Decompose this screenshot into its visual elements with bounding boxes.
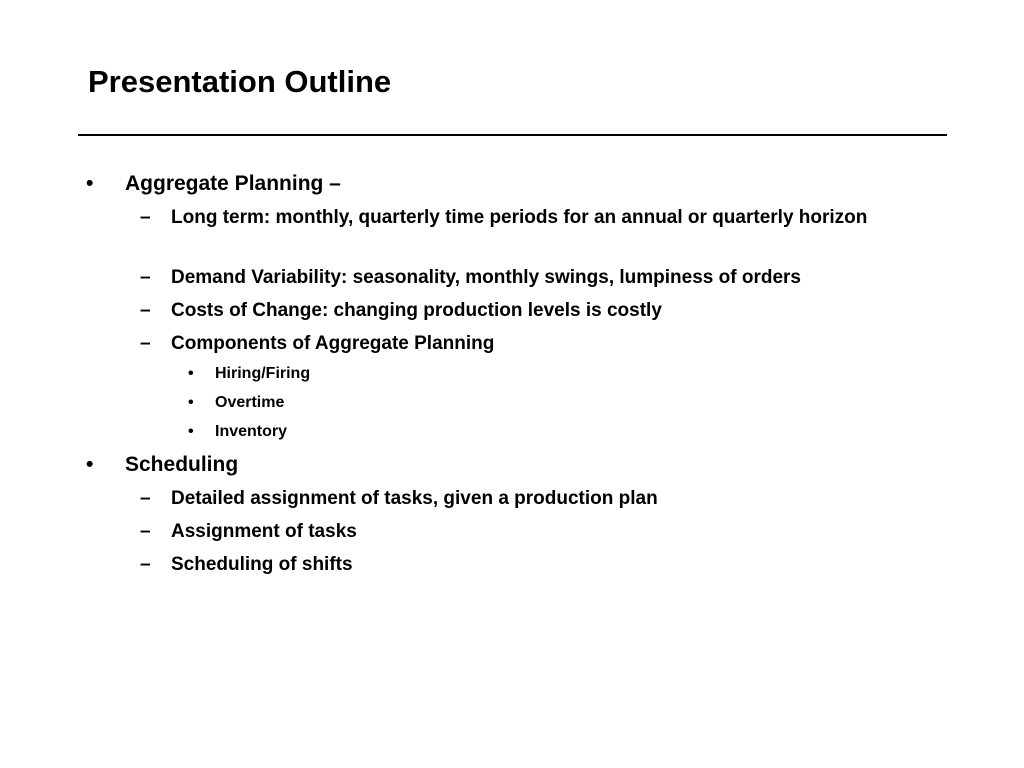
dash-marker: – bbox=[140, 488, 151, 509]
sub-sub-item-text: Inventory bbox=[215, 423, 288, 440]
sub-item-text: Scheduling of shifts bbox=[171, 554, 353, 575]
title-divider bbox=[78, 134, 947, 136]
bullet-marker: • bbox=[188, 394, 194, 411]
sub-sub-item-text: Overtime bbox=[215, 394, 285, 411]
sub-item-text: Costs of Change: changing production levels is costly bbox=[171, 300, 662, 321]
bullet-marker: • bbox=[188, 423, 194, 440]
dash-marker: – bbox=[140, 554, 151, 575]
bullet-marker: • bbox=[86, 172, 94, 195]
sub-sub-item-text: Hiring/Firing bbox=[215, 365, 311, 382]
dash-marker: – bbox=[140, 333, 151, 354]
sub-item-text: Components of Aggregate Planning bbox=[171, 333, 495, 354]
sub-item-text: Assignment of tasks bbox=[171, 521, 357, 542]
dash-marker: – bbox=[140, 521, 151, 542]
sub-item-text: Detailed assignment of tasks, given a production plan bbox=[171, 488, 658, 509]
dash-marker: – bbox=[140, 207, 151, 228]
bullet-label: Aggregate Planning – bbox=[125, 172, 341, 195]
bullet-marker: • bbox=[86, 453, 94, 476]
dash-marker: – bbox=[140, 267, 151, 288]
bullet-label: Scheduling bbox=[125, 453, 239, 476]
bullet-marker: • bbox=[188, 365, 194, 382]
sub-item-text: Long term: monthly, quarterly time periods for an annual or quarterly horizon bbox=[171, 207, 868, 228]
slide-title: Presentation Outline bbox=[88, 64, 392, 99]
dash-marker: – bbox=[140, 300, 151, 321]
sub-item-text: Demand Variability: seasonality, monthly swings, lumpiness of orders bbox=[171, 267, 801, 288]
